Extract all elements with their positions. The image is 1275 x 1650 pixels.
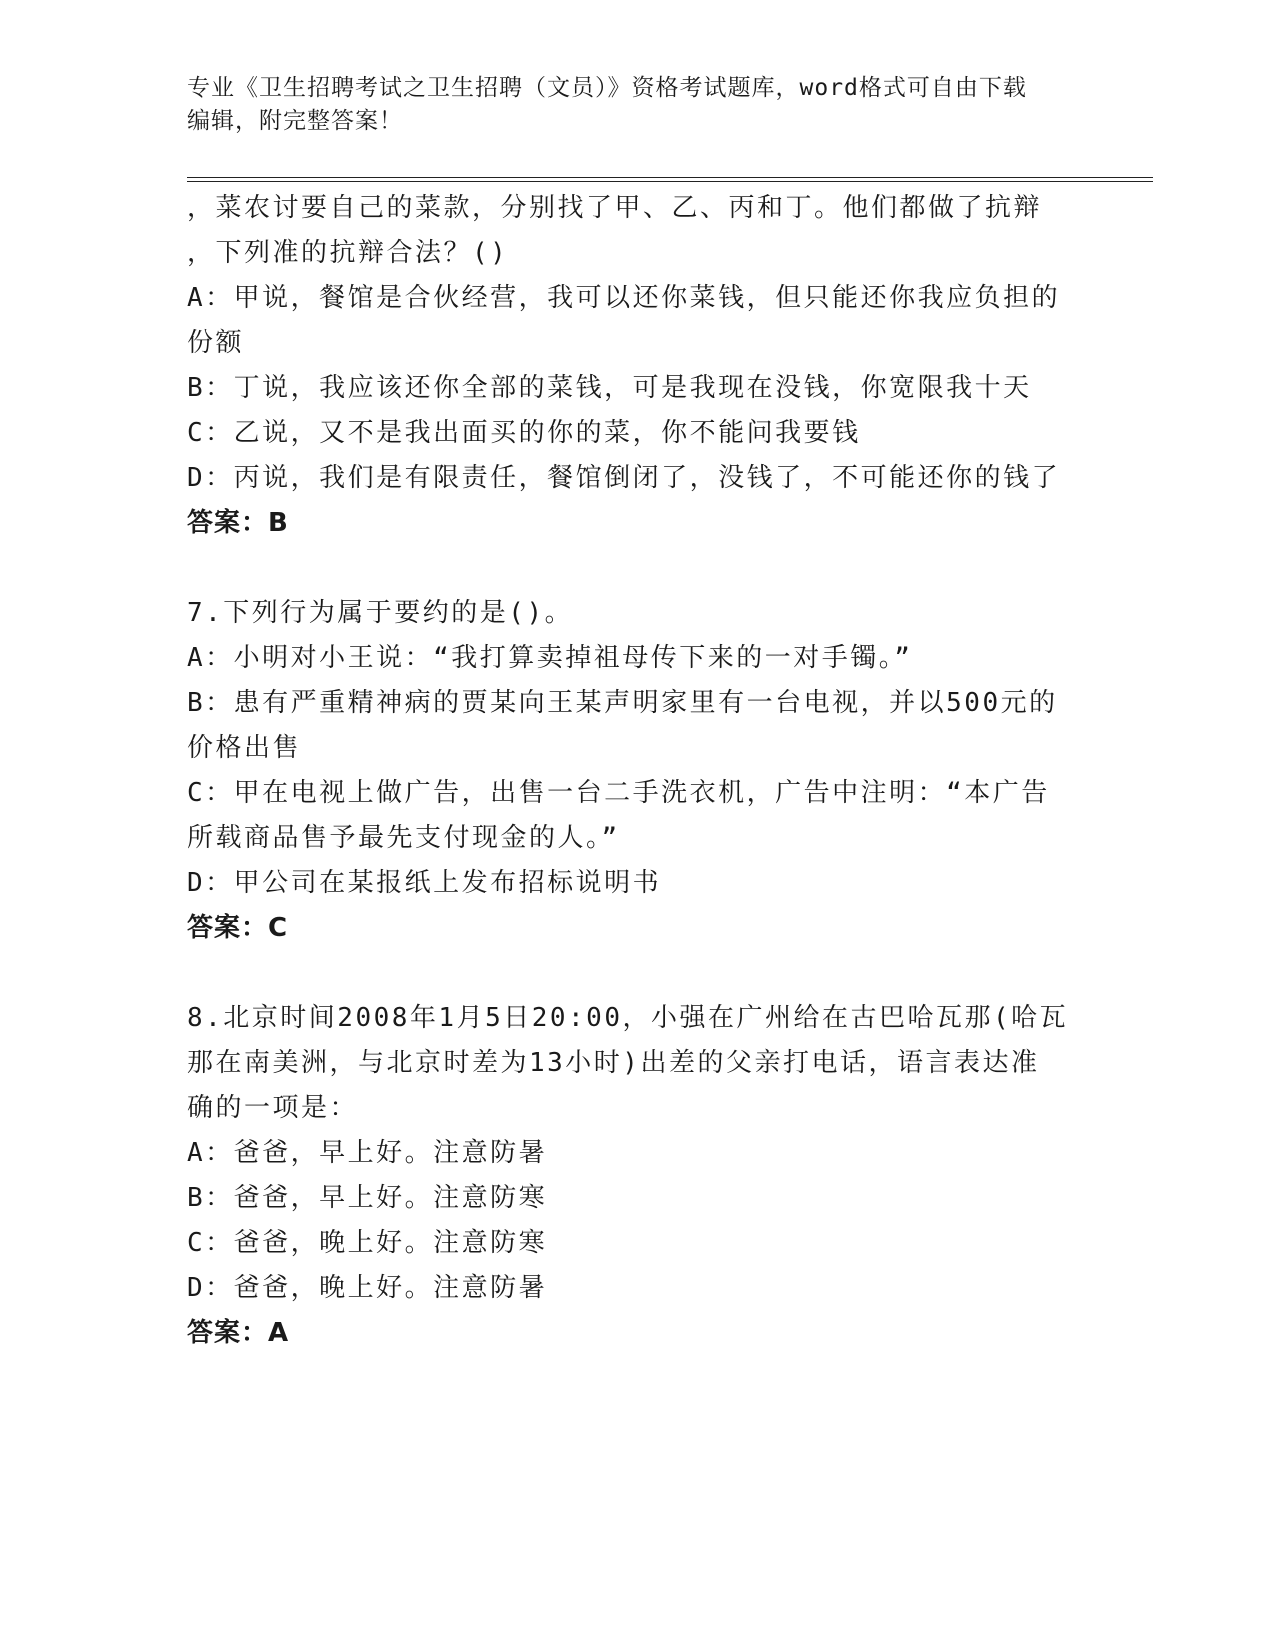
question-stem-line: 那在南美洲，与北京时差为13小时)出差的父亲打电话，语言表达准	[187, 1048, 1040, 1078]
option-b: B：丁说，我应该还你全部的菜钱，可是我现在没钱，你宽限我十天	[187, 373, 1032, 403]
header-line-2: 编辑，附完整答案！	[187, 108, 403, 134]
header-line-1: 专业《卫生招聘考试之卫生招聘（文员）》资格考试题库，word格式可自由下载	[187, 75, 1027, 101]
question-stem-line: 8.北京时间2008年1月5日20:00，小强在广州给在古巴哈瓦那(哈瓦	[187, 1003, 1069, 1033]
option-a: A：爸爸，早上好。注意防暑	[187, 1138, 548, 1168]
header-divider	[187, 177, 1153, 182]
page-header	[187, 72, 1107, 138]
option-c-line: 所载商品售予最先支付现金的人。”	[187, 823, 620, 853]
question-stem-line: ，菜农讨要自己的菜款，分别找了甲、乙、丙和丁。他们都做了抗辩	[187, 193, 1043, 223]
answer-label: 答案：A	[187, 1318, 290, 1348]
option-b-line: 价格出售	[187, 733, 302, 763]
spacer	[187, 951, 1087, 996]
option-b: B：爸爸，早上好。注意防寒	[187, 1183, 548, 1213]
answer-label: 答案：B	[187, 508, 289, 538]
option-c: C：乙说，又不是我出面买的你的菜，你不能问我要钱	[187, 418, 861, 448]
spacer	[187, 546, 1087, 591]
question-6	[187, 186, 1087, 546]
option-b-line: B：患有严重精神病的贾某向王某声明家里有一台电视，并以500元的	[187, 688, 1058, 718]
option-d: D：爸爸，晚上好。注意防暑	[187, 1273, 548, 1303]
option-c: C：爸爸，晚上好。注意防寒	[187, 1228, 548, 1258]
option-c-line: C：甲在电视上做广告，出售一台二手洗衣机，广告中注明：“本广告	[187, 778, 1050, 808]
question-stem-line: ，下列准的抗辩合法？()	[187, 238, 509, 268]
option-a-line: 份额	[187, 328, 245, 358]
question-stem-line: 确的一项是：	[187, 1093, 359, 1123]
option-d: D：丙说，我们是有限责任，餐馆倒闭了，没钱了，不可能还你的钱了	[187, 463, 1061, 493]
question-8	[187, 996, 1087, 1356]
option-a: A：小明对小王说：“我打算卖掉祖母传下来的一对手镯。”	[187, 643, 913, 673]
option-d: D：甲公司在某报纸上发布招标说明书	[187, 868, 662, 898]
question-stem: 7.下列行为属于要约的是()。	[187, 598, 574, 628]
option-a-line: A：甲说，餐馆是合伙经营，我可以还你菜钱，但只能还你我应负担的	[187, 283, 1061, 313]
answer-label: 答案：C	[187, 913, 289, 943]
question-content	[187, 186, 1087, 1356]
question-7	[187, 591, 1087, 951]
